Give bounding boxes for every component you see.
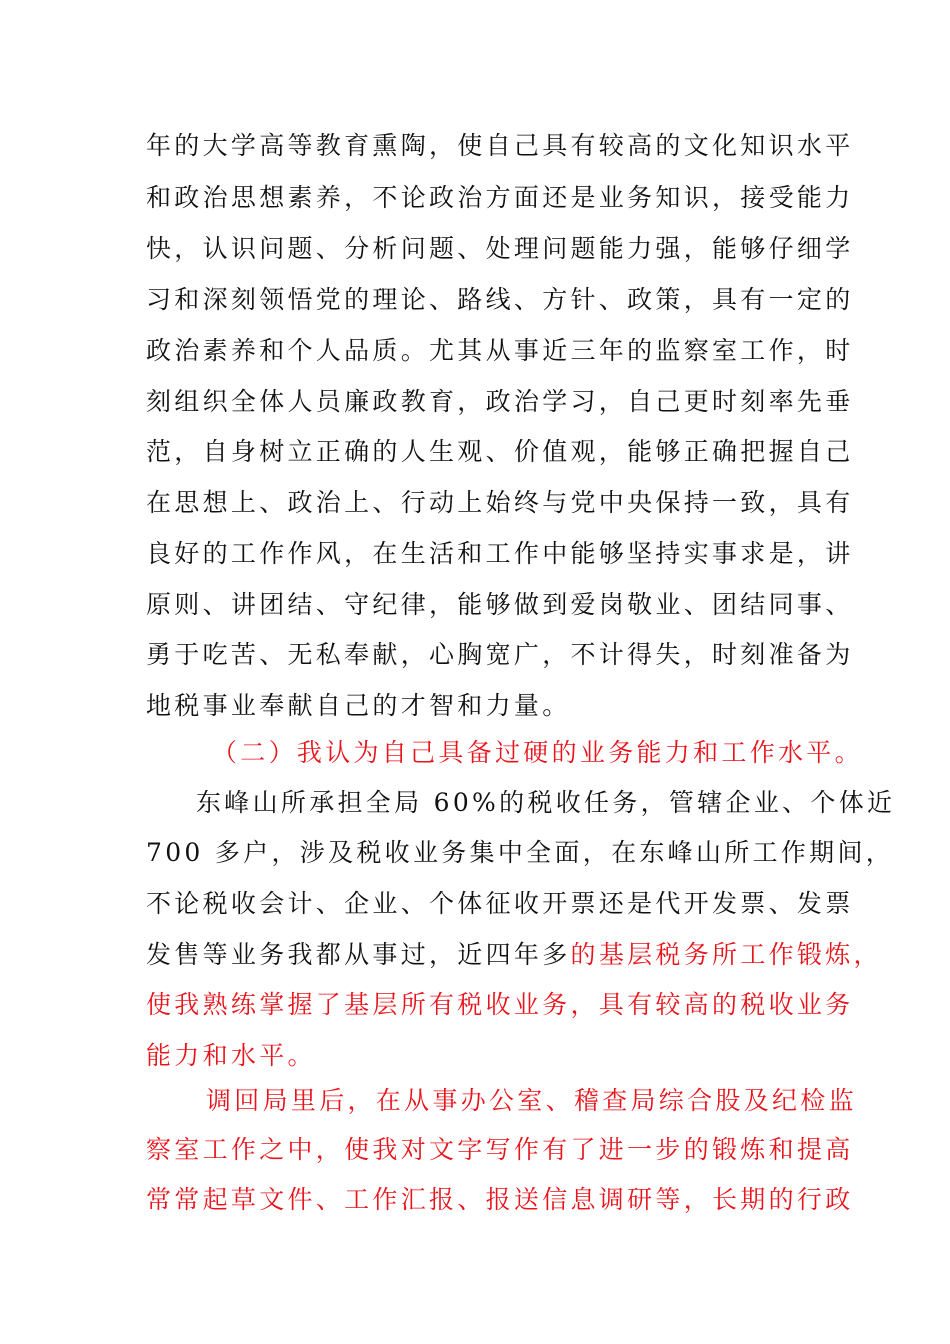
text-segment: （二）我认为自己具备过硬的业务能力和工作水平。 [212, 738, 863, 767]
text-line [146, 835, 894, 871]
text-line [146, 937, 882, 973]
text-segment: 调回局里后，在从事办公室、稽查局综合股及纪检监 [206, 1086, 857, 1115]
text-line [146, 1132, 854, 1168]
text-segment: 能力和水平。 [146, 1041, 316, 1070]
text-segment: 范，自身树立正确的人生观、价值观，能够正确把握自己 [146, 437, 854, 466]
text-segment: 地税事业奉献自己的才智和力量。 [146, 691, 571, 720]
text-line [146, 536, 854, 572]
text-line [146, 231, 854, 267]
text-segment: 常常起草文件、工作汇报、报送信息调研等，长期的行政 [146, 1185, 854, 1214]
text-line [146, 282, 854, 318]
text-line [146, 688, 571, 724]
text-line [146, 587, 854, 623]
text-line [206, 1083, 857, 1119]
text-segment: 使我熟练掌握了基层所有税收业务，具有较高的税收业务 [146, 990, 854, 1019]
text-segment: 良好的工作作风，在生活和工作中能够坚持实事求是，讲 [146, 539, 854, 568]
text-segment: 和政治思想素养，不论政治方面还是业务知识，接受能力 [146, 183, 854, 212]
text-segment: 年的大学高等教育熏陶，使自己具有较高的文化知识水平 [146, 131, 854, 160]
text-segment-highlighted: 的基层税务所工作锻炼， [570, 940, 882, 969]
text-segment: 快，认识问题、分析问题、处理问题能力强，能够仔细学 [146, 234, 854, 263]
text-line [146, 434, 854, 470]
text-segment: 发售等业务我都从事过，近四年多 [146, 940, 571, 969]
text-segment: 政治素养和个人品质。尤其从事近三年的监察室工作，时 [146, 336, 854, 365]
text-segment: 700 多户，涉及税收业务集中全面，在东峰山所工作期间， [146, 838, 895, 867]
text-line [146, 128, 854, 164]
section-heading [212, 735, 863, 771]
text-segment: 原则、讲团结、守纪律，能够做到爱岗敬业、团结同事、 [146, 590, 854, 619]
text-line [196, 785, 895, 821]
text-line [146, 987, 854, 1023]
text-segment: 不论税收会计、企业、个体征收开票还是代开发票、发票 [146, 889, 854, 918]
text-line [146, 485, 854, 521]
text-segment: 勇于吃苦、无私奉献，心胸宽广，不计得失，时刻准备为 [146, 640, 854, 669]
text-line [146, 384, 854, 420]
text-line [146, 637, 854, 673]
text-segment: 习和深刻领悟党的理论、路线、方针、政策，具有一定的 [146, 285, 854, 314]
text-segment: 刻组织全体人员廉政教育，政治学习，自己更时刻率先垂 [146, 387, 854, 416]
text-segment: 察室工作之中，使我对文字写作有了进一步的锻炼和提高 [146, 1135, 854, 1164]
text-line [146, 886, 854, 922]
text-segment: 在思想上、政治上、行动上始终与党中央保持一致，具有 [146, 488, 854, 517]
text-segment: 东峰山所承担全局 60%的税收任务，管辖企业、个体近 [196, 788, 896, 817]
text-line [146, 333, 854, 369]
text-line [146, 180, 854, 216]
text-line [146, 1182, 854, 1218]
text-line [146, 1038, 316, 1074]
